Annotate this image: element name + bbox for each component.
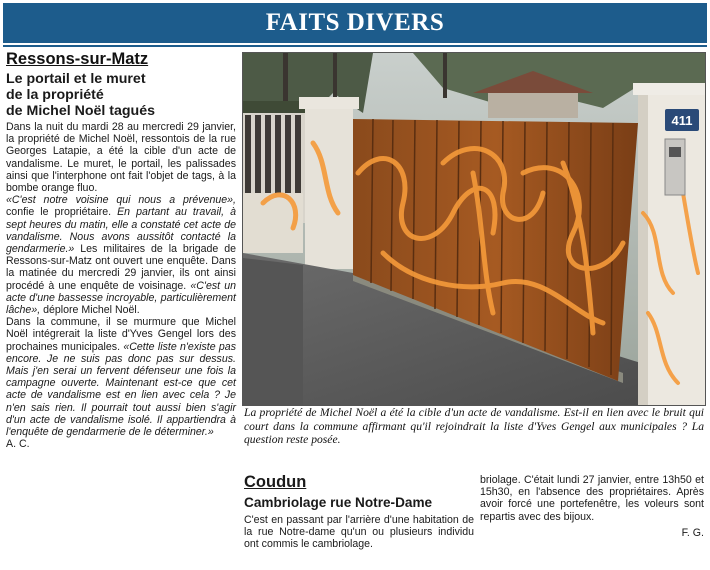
banner-rule: [3, 45, 707, 47]
body-text: déplore Michel Noël.: [43, 304, 140, 317]
article-place: Coudun: [244, 473, 307, 491]
article-headline: Cambriolage rue Notre-Dame: [244, 495, 433, 510]
body-text: Dans la commune, il se murmure que Michel Noël intégrerait la liste d'Yves Gengel lors des prochaines municipales.: [6, 316, 236, 353]
headline-line: Le portail et le muret: [6, 71, 146, 87]
article-paragraph: [6, 121, 236, 194]
article-signature: F. G.: [681, 526, 704, 539]
quote-text: «C'est un acte d'une bassesse incroyable, particulièrement lâche»,: [6, 279, 236, 317]
headline-line: de Michel Noël tagués: [6, 103, 156, 119]
section-banner: [3, 3, 707, 43]
article-body-col1: C'est en passant par l'arrière d'une habitation de la rue Notre-dame qu'un ou plusieurs individu ont commis le cambriolage.: [244, 514, 474, 551]
body-text: Les militaires de la brigade de Ressons-sur-Matz ont ouvert une enquête. Dans la matinée du mercredi 29 janvier, ils ont ainsi procédé à une enquête de voisinage.: [6, 243, 236, 292]
photo-caption: La propriété de Michel Noël a été la cible d'un acte de vandalisme. Est-il en lien avec le bruit qui court dans la commune affirmant qu'il rejoindrait la liste d'Yves Gengel aux municipales ? La question reste posée.: [244, 406, 704, 447]
article-photo: [242, 52, 706, 406]
section-title: FAITS DIVERS: [265, 9, 445, 36]
house-number-plate: 411: [671, 113, 693, 128]
article-coudun: [244, 473, 474, 551]
quote-text: «Cette liste n'existe pas encore. Je ne suis pas donc pas sur dessus. Mais j'en serai un fervent défenseur une fois la campagne ouverte. Maintenant est-ce que cet acte de vandalisme est en lien avec cela ? Je n'en sais rien. Il pourrait tout aussi bien s'agir d'un acte de vandalisme isolé. Il appartiendra à l'enquête de gendarmerie de le déterminer.»: [6, 340, 236, 439]
body-text: confie le propriétaire.: [6, 206, 118, 219]
body-text: Dans la nuit du mardi 28 au mercredi 29 janvier, la propriété de Michel Noël, ressontois de la rue Georges Latapie, a été la cible d'un acte de vandalisme. Le muret, le portail, les palissades ainsi que l'interphone ont fait l'objet de tags, à la bombe orange fluo.: [6, 121, 236, 195]
quote-text: «C'est notre voisine qui nous a prévenue»,: [6, 194, 236, 207]
article-signature: A. C.: [6, 438, 30, 451]
article-body: [6, 121, 236, 438]
article-paragraph: [6, 194, 236, 316]
headline-line: de la propriété: [6, 87, 104, 103]
article-place: Ressons-sur-Matz: [6, 50, 149, 68]
article-ressons: [6, 50, 236, 570]
article-paragraph: [6, 316, 236, 438]
article-headline: [6, 71, 236, 119]
quote-text: En partant au travail, à sept heures du matin, elle a constaté cet acte de vandalisme. Nous avons aussitôt contacté la gendarmerie.»: [6, 206, 237, 256]
article-body-col2: briolage. C'était lundi 27 janvier, entre 13h50 et 15h30, en l'absence des propriétaires. Après avoir forcé une portefenêtre, les voleurs sont repartis avec des bijoux.: [480, 474, 704, 523]
article-coudun-col2: [480, 474, 704, 539]
